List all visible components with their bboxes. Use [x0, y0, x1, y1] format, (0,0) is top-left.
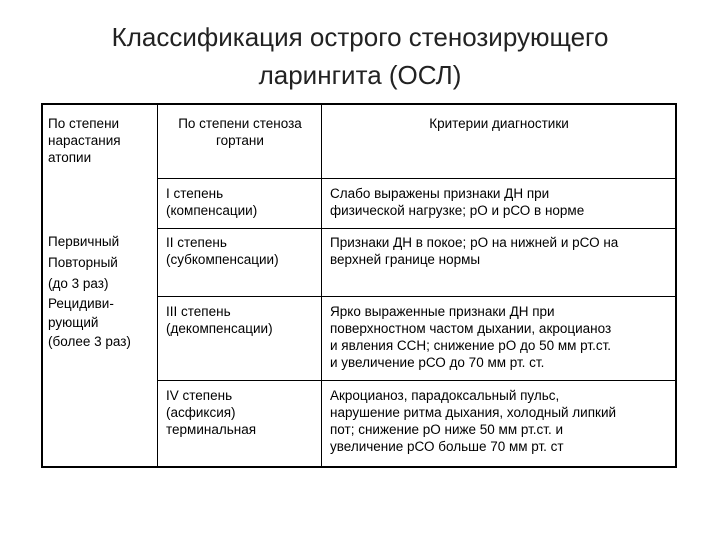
atopy-types — [48, 231, 156, 351]
atopy-type-line: Первичный — [48, 234, 120, 249]
header-stenosis-line: По степени стеноза — [178, 116, 302, 131]
row-divider-3 — [157, 380, 675, 381]
criteria-line: верхней границе нормы — [330, 252, 481, 267]
criteria-line: физической нагрузке; рО и рСО в норме — [330, 203, 585, 218]
header-stenosis-degree — [161, 115, 319, 149]
degree-cell-4 — [166, 387, 318, 438]
degree-line: (декомпенсации) — [166, 321, 273, 336]
slide-title — [40, 18, 680, 94]
degree-cell-2 — [166, 234, 318, 268]
criteria-line: Ярко выраженные признаки ДН при — [330, 304, 555, 319]
degree-line: I степень — [166, 186, 224, 201]
header-atopy-line: атопии — [48, 150, 92, 165]
degree-line: II степень — [166, 235, 227, 250]
row-divider-header — [157, 178, 675, 179]
criteria-line: Акроцианоз, парадоксальный пульс, — [330, 388, 560, 403]
title-line-2: ларингита (ОСЛ) — [258, 60, 462, 90]
degree-line: (компенсации) — [166, 203, 258, 218]
criteria-line: Признаки ДН в покое; рО на нижней и рСО на — [330, 235, 619, 250]
header-atopy-line: По степени — [48, 116, 120, 131]
degree-line: III степень — [166, 304, 231, 319]
degree-cell-1 — [166, 185, 318, 219]
header-atopy-line: нарастания — [48, 133, 121, 148]
header-stenosis-line: гортани — [216, 133, 264, 148]
degree-line: IV степень — [166, 388, 233, 403]
column-divider-2 — [321, 105, 322, 466]
criteria-line: поверхностном частом дыхании, акроцианоз — [330, 321, 612, 336]
row-divider-2 — [157, 296, 675, 297]
atopy-type-line: (более 3 раз) — [48, 334, 131, 349]
atopy-type-line: Рецидиви- — [48, 296, 114, 311]
degree-line: (асфиксия) — [166, 405, 236, 420]
degree-line: терминальная — [166, 422, 257, 437]
atopy-type-line: (до 3 раз) — [48, 276, 109, 291]
header-diagnostic-criteria: Критерии диагностики — [429, 116, 569, 131]
atopy-type-line: рующий — [48, 315, 99, 330]
classification-table — [41, 103, 677, 468]
criteria-line: Слабо выражены признаки ДН при — [330, 186, 550, 201]
criteria-line: пот; снижение рО ниже 50 мм рт.ст. и — [330, 422, 564, 437]
criteria-line: увеличение рСО больше 70 мм рт. ст — [330, 439, 564, 454]
row-divider-1 — [157, 228, 675, 229]
criteria-line: и явления ССН; снижение рО до 50 мм рт.ст. — [330, 338, 612, 353]
atopy-type-line: Повторный — [48, 255, 118, 270]
degree-cell-3 — [166, 303, 318, 337]
criteria-cell-2 — [330, 234, 675, 268]
criteria-cell-4 — [330, 387, 675, 455]
criteria-line: нарушение ритма дыхания, холодный липкий — [330, 405, 617, 420]
criteria-cell-3 — [330, 303, 675, 371]
column-divider-1 — [157, 105, 158, 466]
degree-line: (субкомпенсации) — [166, 252, 279, 267]
header-atopy — [48, 115, 156, 166]
criteria-line: и увеличение рСО до 70 мм рт. ст. — [330, 355, 545, 370]
criteria-cell-1 — [330, 185, 675, 219]
title-line-1: Классификация острого стенозирующего — [111, 22, 609, 52]
